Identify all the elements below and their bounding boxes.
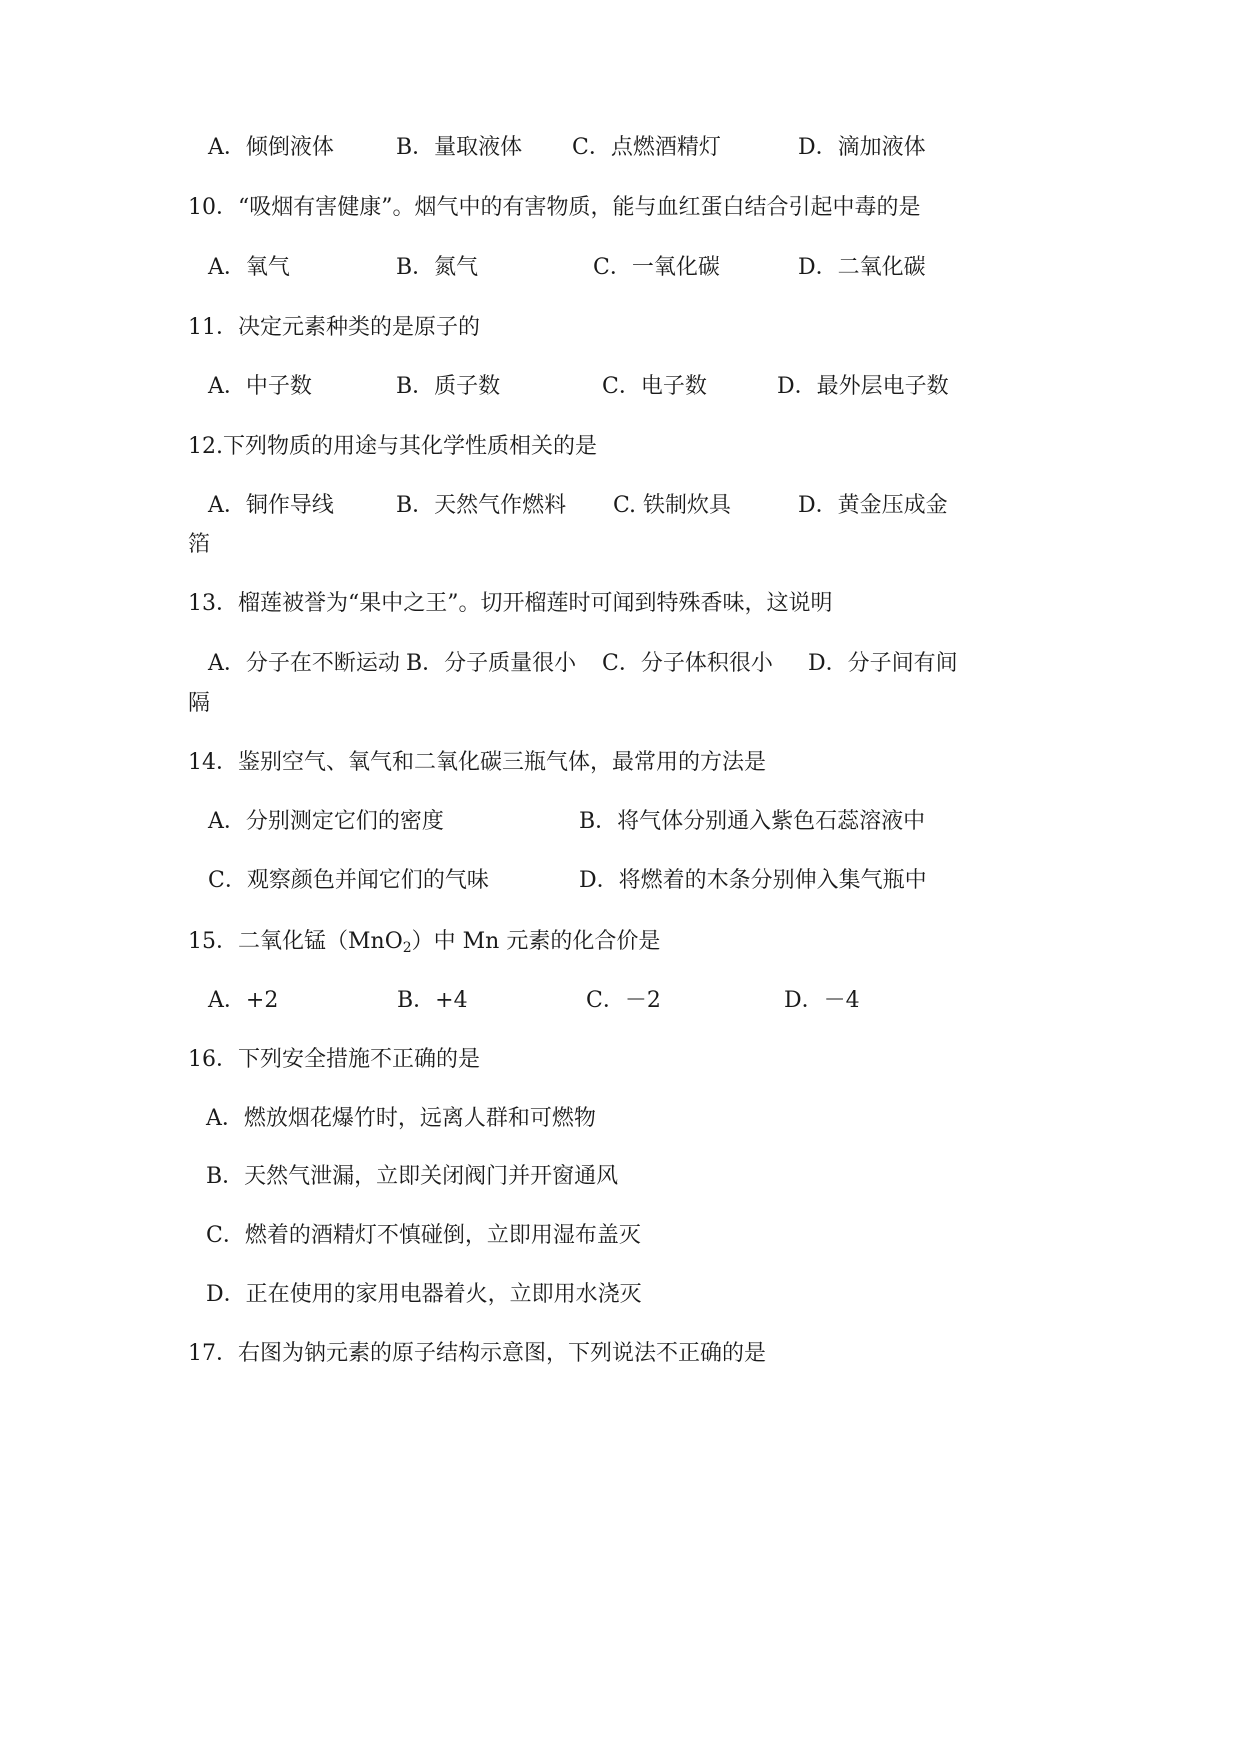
- q9-option-c: C．点燃酒精灯: [572, 135, 721, 160]
- q14-option-c: C．观察颜色并闻它们的气味: [208, 868, 489, 893]
- q9-option-a: A．倾倒液体: [208, 135, 334, 160]
- q12-option-c: C. 铁制炊具: [613, 493, 732, 518]
- q14-option-b: B．将气体分别通入紫色石蕊溶液中: [579, 809, 926, 834]
- q15-stem-suffix: ）中 Mn 元素的化合价是: [411, 929, 661, 954]
- q10-option-b: B．氮气: [396, 255, 479, 280]
- q11-option-a: A．中子数: [208, 374, 312, 399]
- q15-subscript: 2: [402, 940, 412, 956]
- q11-option-c: C．电子数: [602, 374, 707, 399]
- q10-option-a: A．氧气: [208, 255, 290, 280]
- q13-option-d-wrap: 隔: [188, 691, 211, 716]
- q12-option-d: D．黄金压成金: [798, 493, 948, 518]
- q10-stem: 10．“吸烟有害健康”。烟气中的有害物质，能与血红蛋白结合引起中毒的是: [188, 195, 921, 220]
- q16-option-a: A．燃放烟花爆竹时，远离人群和可燃物: [206, 1106, 596, 1131]
- q16-option-d: D．正在使用的家用电器着火，立即用水浇灭: [206, 1282, 642, 1307]
- q11-option-d: D．最外层电子数: [777, 374, 949, 399]
- q14-option-a: A．分别测定它们的密度: [208, 809, 444, 834]
- q12-option-a: A．铜作导线: [208, 493, 334, 518]
- q12-option-b: B．天然气作燃料: [396, 493, 567, 518]
- q15-stem-prefix: 15．二氧化锰（MnO: [188, 929, 403, 954]
- q12-option-d-wrap: 箔: [188, 532, 211, 557]
- q13-option-a: A．分子在不断运动: [208, 651, 400, 676]
- q10-option-d: D．二氧化碳: [798, 255, 926, 280]
- q17-stem: 17．右图为钠元素的原子结构示意图，下列说法不正确的是: [188, 1341, 766, 1366]
- q11-option-b: B．质子数: [396, 374, 501, 399]
- q15-option-d: D．－4: [784, 988, 860, 1013]
- q11-stem: 11．决定元素种类的是原子的: [188, 315, 480, 340]
- q16-option-b: B．天然气泄漏，立即关闭阀门并开窗通风: [206, 1164, 619, 1189]
- q10-option-c: C．一氧化碳: [593, 255, 720, 280]
- q13-stem: 13．榴莲被誉为“果中之王”。切开榴莲时可闻到特殊香味，这说明: [188, 591, 833, 616]
- q14-stem: 14．鉴别空气、氧气和二氧化碳三瓶气体，最常用的方法是: [188, 750, 766, 775]
- q15-option-a: A．+2: [208, 988, 279, 1013]
- q16-stem: 16．下列安全措施不正确的是: [188, 1047, 480, 1072]
- q9-option-b: B．量取液体: [396, 135, 523, 160]
- q13-option-d: D．分子间有间: [808, 651, 958, 676]
- q9-option-d: D．滴加液体: [798, 135, 926, 160]
- q13-option-c: C．分子体积很小: [602, 651, 773, 676]
- q12-stem: 12.下列物质的用途与其化学性质相关的是: [188, 434, 597, 459]
- q15-option-b: B．+4: [397, 988, 468, 1013]
- q14-option-d: D．将燃着的木条分别伸入集气瓶中: [579, 868, 927, 893]
- q15-option-c: C．－2: [586, 988, 661, 1013]
- q13-option-b: B．分子质量很小: [406, 651, 577, 676]
- q15-stem: [188, 927, 660, 957]
- q16-option-c: C．燃着的酒精灯不慎碰倒，立即用湿布盖灭: [206, 1223, 641, 1248]
